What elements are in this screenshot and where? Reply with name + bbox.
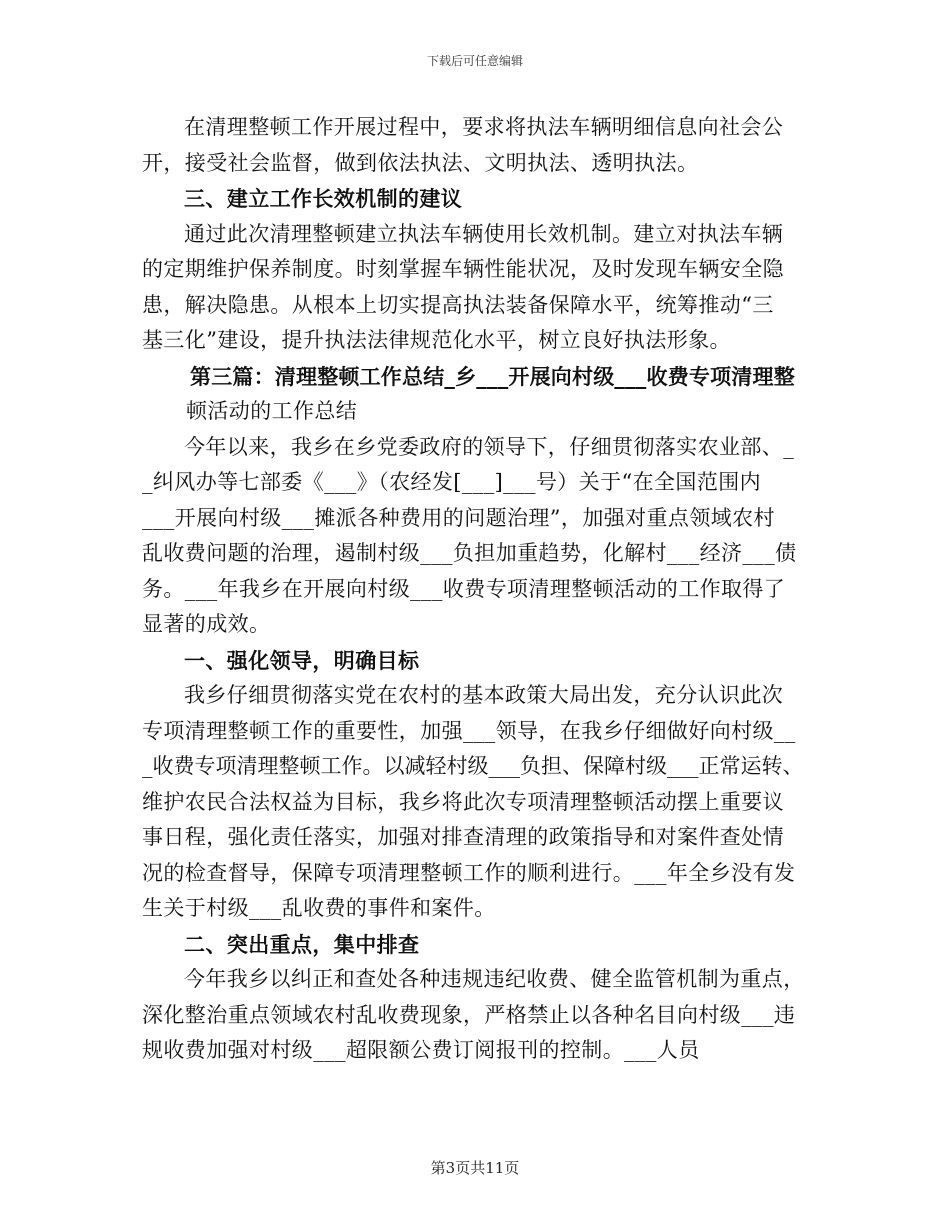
paragraph-line: _收费专项清理整顿工作。以减轻村级___负担、保障村级___正常运转、 xyxy=(142,754,804,778)
page-header: 下载后可任意编辑 xyxy=(426,54,523,68)
page-footer: 第3页共11页 xyxy=(430,1159,520,1177)
paragraph-line: 深化整治重点领域农村乱收费现象，严格禁止以各种名目向村级___违 xyxy=(142,1002,796,1027)
chapter-title-continuation: 顿活动的工作总结 xyxy=(186,399,358,423)
paragraph-line: 基三化”建设，提升执法法律规范化水平，树立良好执法形象。 xyxy=(142,328,731,352)
document-body xyxy=(142,110,812,1069)
section-heading-3: 三、建立工作长效机制的建议 xyxy=(184,186,463,211)
paragraph-line: 开，接受社会监督，做到依法执法、文明执法、透明执法。 xyxy=(142,150,699,175)
chapter-title: 第三篇：清理整顿工作总结_乡___开展向村级___收费专项清理整 xyxy=(190,363,795,389)
paragraph-line: 规收费加强对村级___超限额公费订阅报刊的控制。___人员 xyxy=(142,1038,700,1062)
paragraph-line: 专项清理整顿工作的重要性，加强___领导，在我乡仔细做好向村级__ xyxy=(142,718,796,743)
paragraph-line: _纠风办等七部委《___》（农经发[___]___号）关于“在全国范围内 xyxy=(142,470,762,494)
paragraph-line: 在清理整顿工作开展过程中，要求将执法车辆明细信息向社会公 xyxy=(184,115,784,139)
paragraph-line: 生关于村级___乱收费的事件和案件。 xyxy=(142,896,496,920)
paragraph-line: 患，解决隐患。从根本上切实提高执法装备保障水平，统筹推动“三 xyxy=(142,292,774,317)
section-heading-1: 一、强化领导，明确目标 xyxy=(184,647,420,673)
paragraph-line: 乱收费问题的治理，遏制村级___负担加重趋势，化解村___经济___债 xyxy=(142,541,797,565)
paragraph-line: 事日程，强化责任落实，加强对排查清理的政策指导和对案件查处情 xyxy=(142,825,784,849)
paragraph-line: 况的检查督导，保障专项清理整顿工作的顺利进行。___年全乡没有发 xyxy=(142,860,796,885)
paragraph-line: 的定期维护保养制度。时刻掌握车辆性能状况，及时发现车辆安全隐 xyxy=(142,257,784,281)
paragraph-line: 今年我乡以纠正和查处各种违规违纪收费、健全监管机制为重点， xyxy=(184,967,805,991)
paragraph-line: ___开展向村级___摊派各种费用的问题治理”，加强对重点领域农村 xyxy=(142,505,775,530)
paragraph-line: 显著的成效。 xyxy=(142,612,271,636)
section-heading-2: 二、突出重点，集中排查 xyxy=(184,931,420,957)
paragraph-line: 今年以来，我乡在乡党委政府的领导下，仔细贯彻落实农业部、_ xyxy=(184,434,795,459)
paragraph-line: 务。___年我乡在开展向村级___收费专项清理整顿活动的工作取得了 xyxy=(142,576,786,601)
paragraph-line: 我乡仔细贯彻落实党在农村的基本政策大局出发，充分认识此次 xyxy=(184,683,784,707)
paragraph-line: 通过此次清理整顿建立执法车辆使用长效机制。建立对执法车辆 xyxy=(184,221,784,246)
paragraph-line: 维护农民合法权益为目标，我乡将此次专项清理整顿活动摆上重要议 xyxy=(142,789,784,814)
